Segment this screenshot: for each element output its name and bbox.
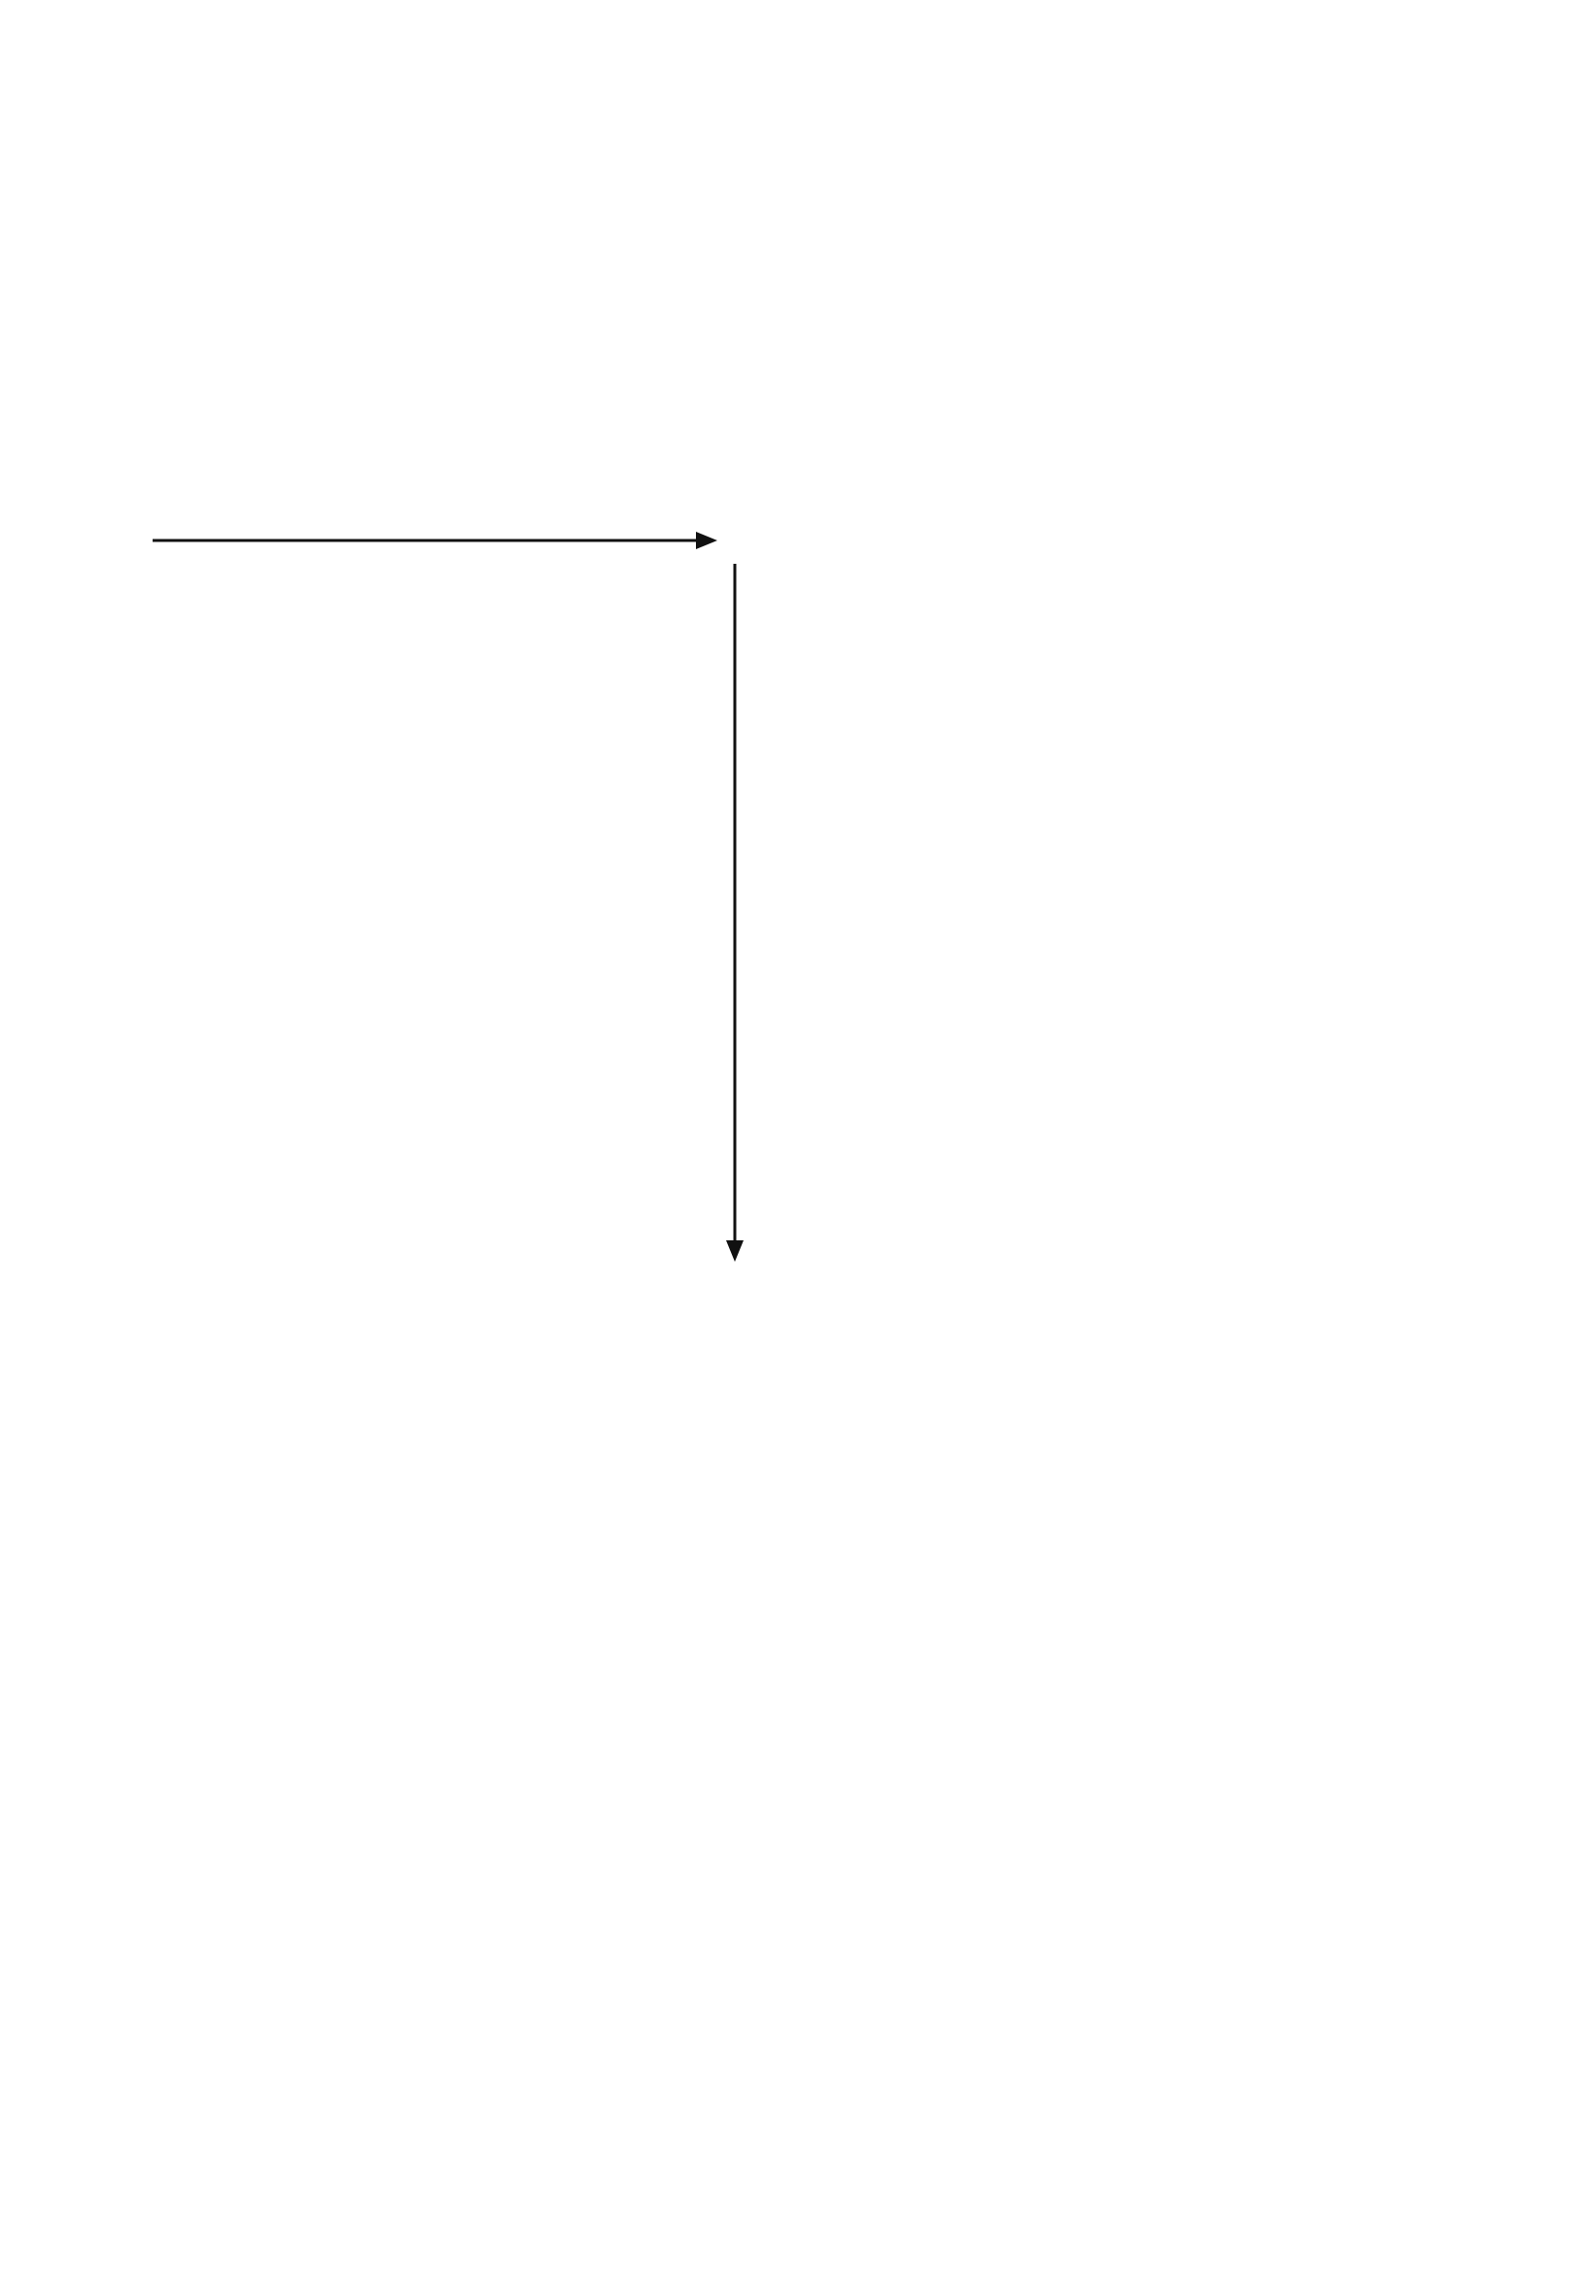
arrow-down-icon	[726, 1240, 744, 1262]
arrow-right-icon	[696, 532, 717, 549]
vertical-arrow	[726, 564, 744, 1262]
horizontal-arrow	[153, 532, 717, 549]
